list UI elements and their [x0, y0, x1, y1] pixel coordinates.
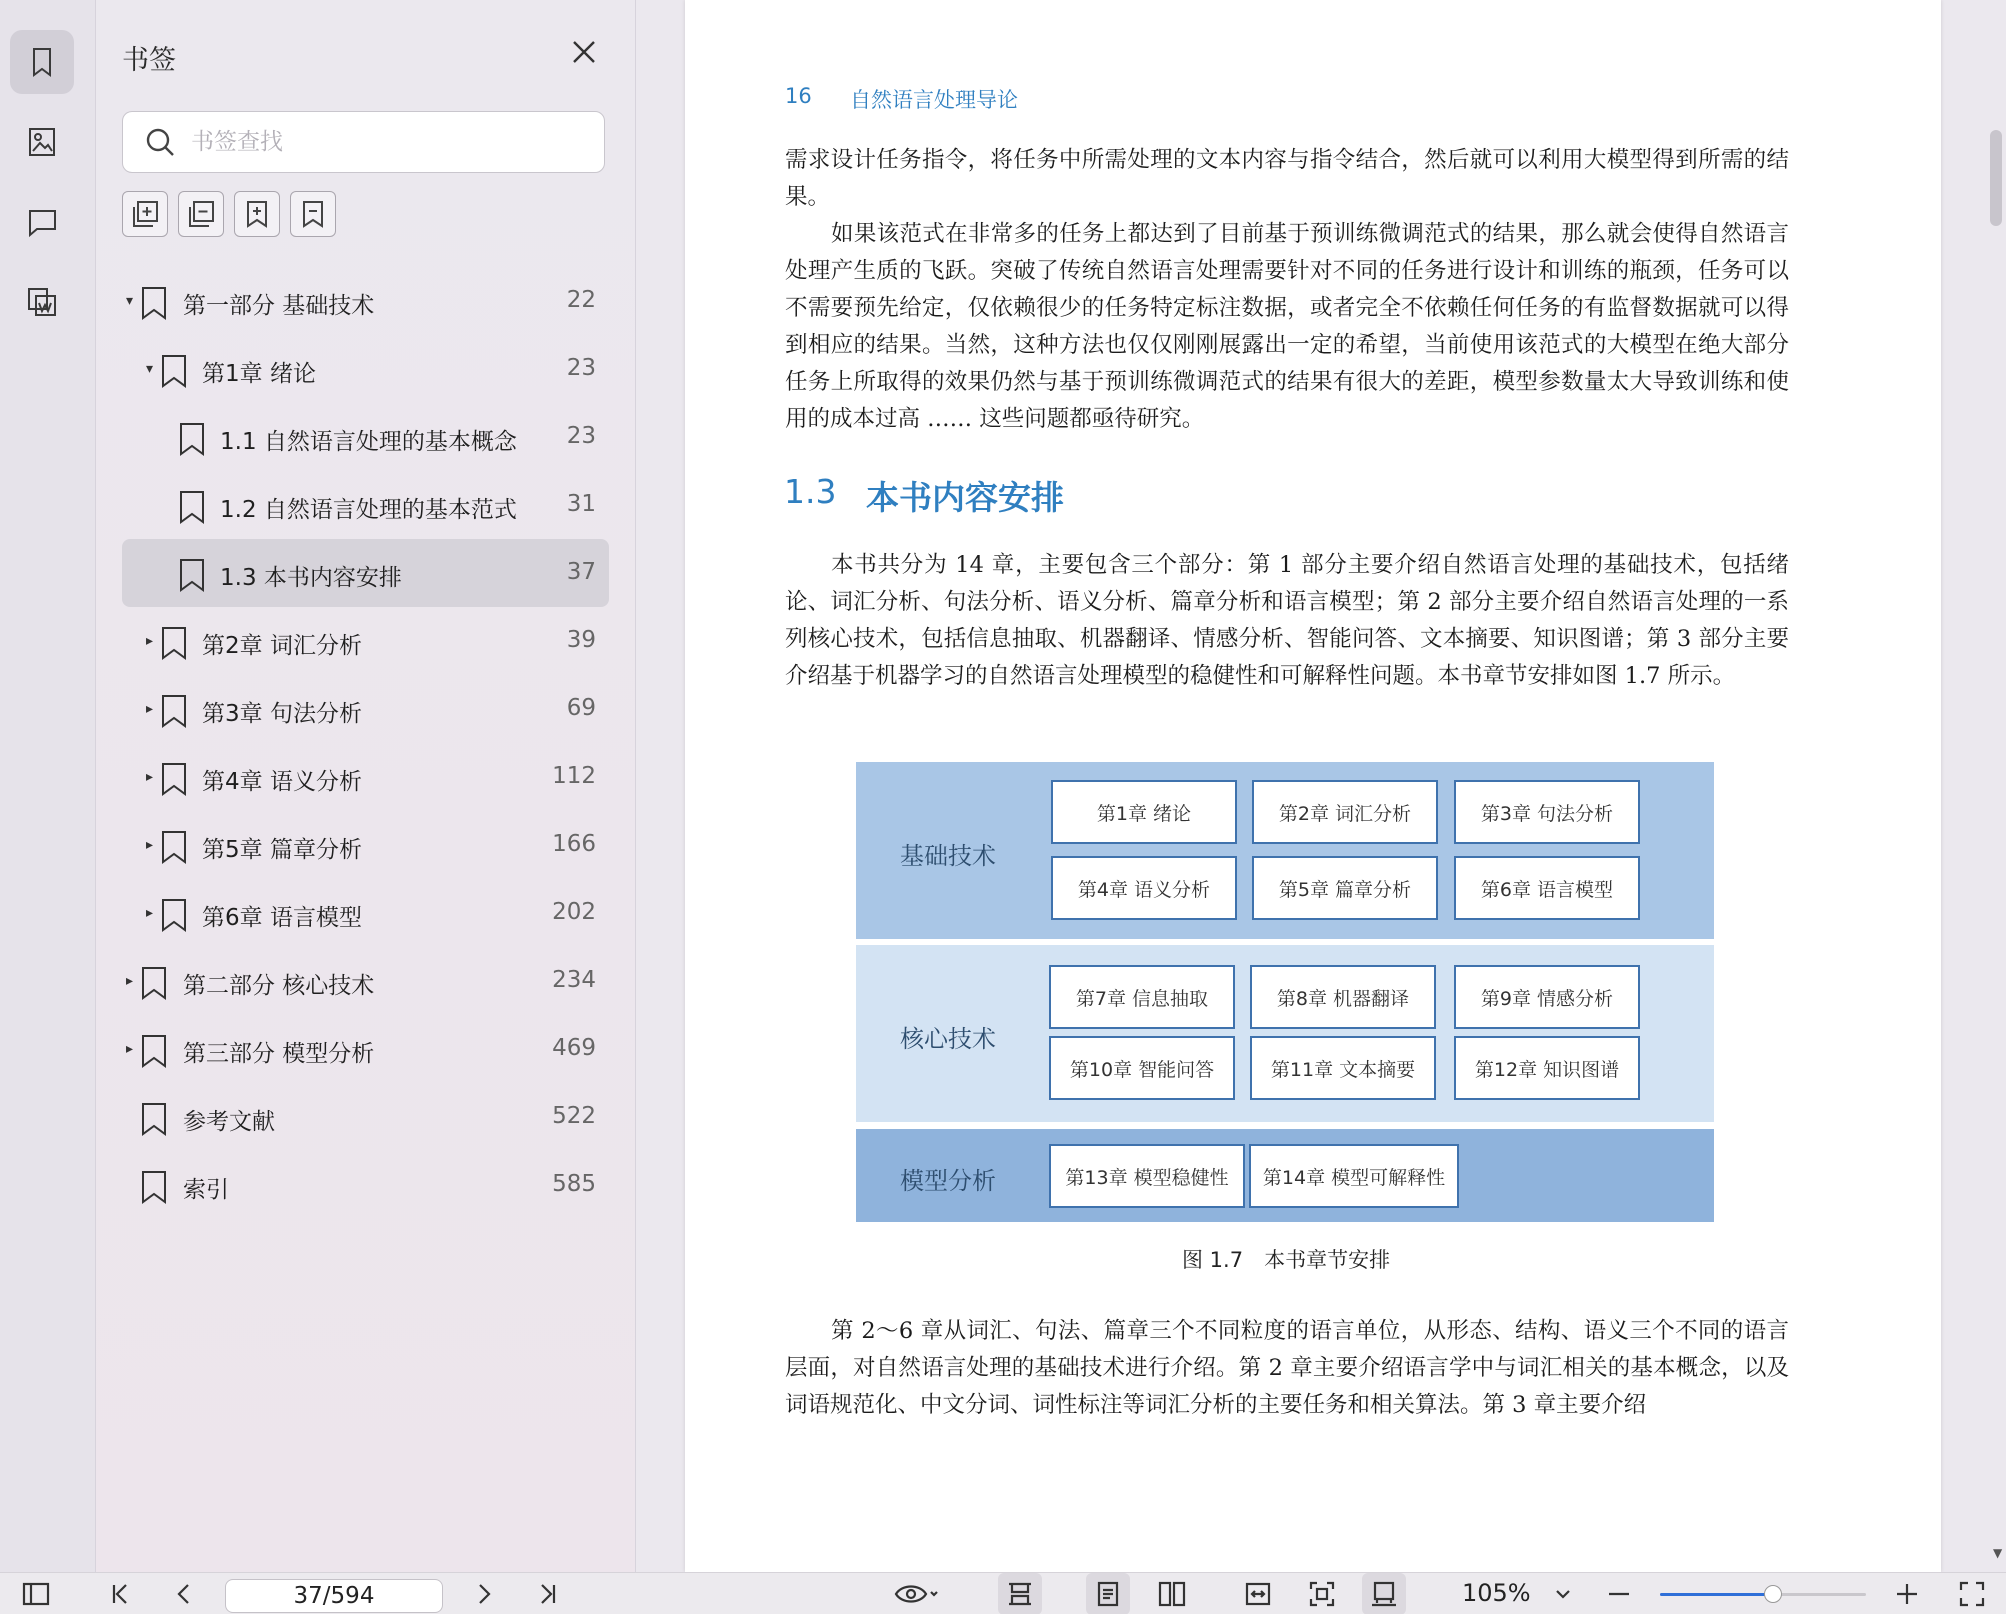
bookmark-page-number: 234 [552, 967, 596, 993]
bookmark-panel [96, 0, 636, 1572]
chapter-structure-figure [856, 762, 1714, 1222]
bookmark-page-number: 69 [566, 695, 596, 721]
bookmark-item[interactable] [122, 267, 609, 335]
bookmark-item[interactable] [122, 403, 609, 471]
bookmark-icon [160, 354, 188, 388]
search-box[interactable] [122, 111, 605, 173]
eye-icon [894, 1579, 940, 1609]
zoom-in-icon[interactable] [1890, 1573, 1924, 1614]
vertical-scrollbar-thumb[interactable] [1990, 130, 2002, 226]
zoom-out-icon[interactable] [1602, 1573, 1636, 1614]
section-number: 1.3 [784, 472, 837, 511]
bookmark-tree [122, 267, 609, 1219]
chapter-box: 第13章 模型稳健性 [1049, 1144, 1245, 1208]
zoom-slider-thumb[interactable] [1764, 1585, 1782, 1603]
bookmark-icon [160, 694, 188, 728]
add-bookmark-icon [241, 198, 273, 230]
bookmark-icon [178, 422, 206, 456]
last-page-icon[interactable] [528, 1573, 568, 1614]
search-icon [143, 125, 177, 159]
bookmark-label: 第2章 词汇分析 [202, 633, 362, 659]
bookmark-icon [140, 286, 168, 320]
section-title: 本书内容安排 [866, 478, 1064, 517]
chapter-box: 第5章 篇章分析 [1252, 856, 1438, 920]
fullscreen-icon[interactable] [1954, 1573, 1990, 1614]
bookmark-item[interactable] [122, 335, 609, 403]
remove-bookmark-button[interactable] [290, 191, 336, 237]
previous-page-icon[interactable] [164, 1573, 204, 1614]
bookmark-icon [160, 626, 188, 660]
zoom-slider-fill [1660, 1593, 1773, 1596]
running-header-title: 自然语言处理导论 [850, 88, 1018, 112]
bookmark-icon [140, 1170, 168, 1204]
bookmark-page-number: 31 [566, 491, 596, 517]
bookmark-item[interactable] [122, 607, 609, 675]
band-label-core: 核心技术 [900, 1025, 996, 1053]
file-convert-tab-icon[interactable] [10, 270, 74, 334]
first-page-icon[interactable] [100, 1573, 140, 1614]
bookmark-icon [140, 1034, 168, 1068]
panel-title: 书签 [122, 45, 176, 76]
bookmark-icon [178, 558, 206, 592]
caret-down-icon[interactable]: ▾ [146, 361, 154, 377]
bookmark-tab-icon[interactable] [10, 30, 74, 94]
bookmark-item[interactable] [122, 1083, 609, 1151]
bookmark-label: 第4章 语义分析 [202, 769, 362, 795]
chapter-box: 第3章 句法分析 [1454, 780, 1640, 844]
bookmark-icon [160, 762, 188, 796]
caret-right-icon[interactable]: ▸ [126, 973, 134, 989]
bookmark-label: 第一部分 基础技术 [183, 293, 375, 319]
view-mode-dropdown[interactable] [886, 1573, 948, 1614]
bookmark-icon [160, 830, 188, 864]
bookmark-item[interactable] [122, 539, 609, 607]
actual-size-icon[interactable] [1362, 1573, 1406, 1614]
bookmark-label: 第二部分 核心技术 [183, 973, 375, 999]
chapter-box: 第4章 语义分析 [1051, 856, 1237, 920]
zoom-dropdown-chevron-icon[interactable] [1548, 1573, 1578, 1614]
next-page-icon[interactable] [464, 1573, 504, 1614]
paragraph-4: 第 2～6 章从词汇、句法、篇章三个不同粒度的语言单位，从形态、结构、语义三个不同的语言层面，对自然语言处理的基础技术进行介绍。第 2 章主要介绍语言学中与词汇相关的基本概念，以及词语规范化、中文分词、词性标注等词汇分析的主要任务和相关算法。第 3 章主要介绍 [785, 1318, 1789, 1418]
bookmark-item[interactable] [122, 471, 609, 539]
collapse-all-icon [185, 198, 217, 230]
chapter-box: 第14章 模型可解释性 [1249, 1144, 1459, 1208]
caret-right-icon[interactable]: ▸ [146, 905, 154, 921]
chapter-box: 第6章 语言模型 [1454, 856, 1640, 920]
paragraph-1: 需求设计任务指令，将任务中所需处理的文本内容与指令结合，然后就可以利用大模型得到所需的结果。 [785, 147, 1789, 210]
bookmark-label: 第3章 句法分析 [202, 701, 362, 727]
bookmark-icon [140, 966, 168, 1000]
bottom-toolbar [0, 1572, 2006, 1614]
thumbnail-tab-icon[interactable] [10, 110, 74, 174]
bookmark-item[interactable] [122, 1015, 609, 1083]
chapter-box: 第8章 机器翻译 [1250, 965, 1436, 1029]
bookmark-item[interactable] [122, 1151, 609, 1219]
bookmark-icon [160, 898, 188, 932]
bookmark-page-number: 202 [552, 899, 596, 925]
scroll-down-arrow-icon[interactable]: ▼ [1993, 1546, 2003, 1560]
bookmark-page-number: 585 [552, 1171, 596, 1197]
continuous-scroll-icon[interactable] [998, 1573, 1042, 1614]
figure-caption: 图 1.7 本书章节安排 [1182, 1248, 1391, 1272]
bookmark-page-number: 23 [566, 355, 596, 381]
bookmark-item[interactable] [122, 743, 609, 811]
bookmark-page-number: 37 [566, 559, 596, 585]
bookmark-page-number: 469 [552, 1035, 596, 1061]
comment-tab-icon[interactable] [10, 190, 74, 254]
chapter-box: 第1章 绪论 [1051, 780, 1237, 844]
chapter-box: 第2章 词汇分析 [1252, 780, 1438, 844]
caret-right-icon[interactable]: ▸ [126, 1041, 134, 1057]
chapter-box: 第7章 信息抽取 [1049, 965, 1235, 1029]
bookmark-label: 1.2 自然语言处理的基本范式 [220, 497, 517, 523]
bookmark-label: 第6章 语言模型 [202, 905, 362, 931]
paragraph-3: 本书共分为 14 章，主要包含三个部分：第 1 部分主要介绍自然语言处理的基础技术，包括绪论、词汇分析、句法分析、语义分析、篇章分析和语言模型；第 2 部分主要介绍自然语言处理的一系列核心技术，包括信息抽取、机器翻译、情感分析、智能问答、文本摘要、知识图谱；第 3 部分主要介绍基于机器学习的自然语言处理模型的稳健性和可解释性问题。本书章节安排如图 1.7 所示。 [785, 552, 1789, 689]
bookmark-label: 第1章 绪论 [202, 361, 316, 387]
running-header-page-number: 16 [785, 84, 812, 108]
bookmark-label: 1.3 本书内容安排 [220, 565, 402, 591]
bookmark-item[interactable] [122, 811, 609, 879]
single-page-icon[interactable] [1086, 1573, 1130, 1614]
bookmark-page-number: 522 [552, 1103, 596, 1129]
bookmark-label: 第三部分 模型分析 [183, 1041, 375, 1067]
collapse-all-button[interactable] [178, 191, 224, 237]
bookmark-label: 索引 [183, 1177, 229, 1203]
sidebar-rail [0, 0, 96, 1572]
bookmark-item[interactable] [122, 879, 609, 947]
caret-right-icon[interactable]: ▸ [146, 701, 154, 717]
remove-bookmark-icon [297, 198, 329, 230]
bookmark-label: 参考文献 [183, 1109, 275, 1135]
fit-page-icon[interactable] [1300, 1573, 1344, 1614]
caret-right-icon[interactable]: ▸ [146, 837, 154, 853]
chapter-box: 第9章 情感分析 [1454, 965, 1640, 1029]
close-icon[interactable] [568, 36, 600, 68]
add-bookmark-button[interactable] [234, 191, 280, 237]
search-input[interactable] [191, 129, 571, 155]
bookmark-label: 1.1 自然语言处理的基本概念 [220, 429, 517, 455]
bookmark-label: 第5章 篇章分析 [202, 837, 362, 863]
caret-down-icon[interactable]: ▾ [126, 293, 134, 309]
chapter-box: 第11章 文本摘要 [1250, 1036, 1436, 1100]
bookmark-page-number: 23 [566, 423, 596, 449]
band-label-foundation: 基础技术 [900, 842, 996, 870]
expand-all-icon [129, 198, 161, 230]
chapter-box: 第10章 智能问答 [1049, 1036, 1235, 1100]
bookmark-icon [140, 1102, 168, 1136]
bookmark-item[interactable] [122, 675, 609, 743]
bookmark-page-number: 39 [566, 627, 596, 653]
paragraph-2: 如果该范式在非常多的任务上都达到了目前基于预训练微调范式的结果，那么就会使得自然语言处理产生质的飞跃。突破了传统自然语言处理需要针对不同的任务进行设计和训练的瓶颈，任务可以不需要预先给定，仅依赖很少的任务特定标注数据，或者完全不依赖任何任务的有监督数据就可以得到相应的结果。当然，这种方法也仅仅刚刚展露出一定的希望，当前使用该范式的大模型在绝大部分任务上所取得的效果仍然与基于预训练微调范式的结果有很大的差距，模型参数量太大导致训练和使用的成本过高 …… 这些问题都亟待研究。 [785, 221, 1789, 432]
band-label-model-analysis: 模型分析 [900, 1167, 996, 1195]
caret-right-icon[interactable]: ▸ [146, 769, 154, 785]
toggle-sidebar-icon[interactable] [16, 1573, 56, 1614]
two-page-icon[interactable] [1150, 1573, 1194, 1614]
bookmark-icon [178, 490, 206, 524]
bookmark-page-number: 112 [552, 763, 596, 789]
zoom-level[interactable]: 105% [1462, 1579, 1531, 1607]
bookmark-page-number: 22 [566, 287, 596, 313]
fit-width-icon[interactable] [1236, 1573, 1280, 1614]
bookmark-item[interactable] [122, 947, 609, 1015]
chapter-box: 第12章 知识图谱 [1454, 1036, 1640, 1100]
bookmark-page-number: 166 [552, 831, 596, 857]
caret-right-icon[interactable]: ▸ [146, 633, 154, 649]
expand-all-button[interactable] [122, 191, 168, 237]
page-number-input[interactable]: 37/594 [225, 1579, 443, 1613]
